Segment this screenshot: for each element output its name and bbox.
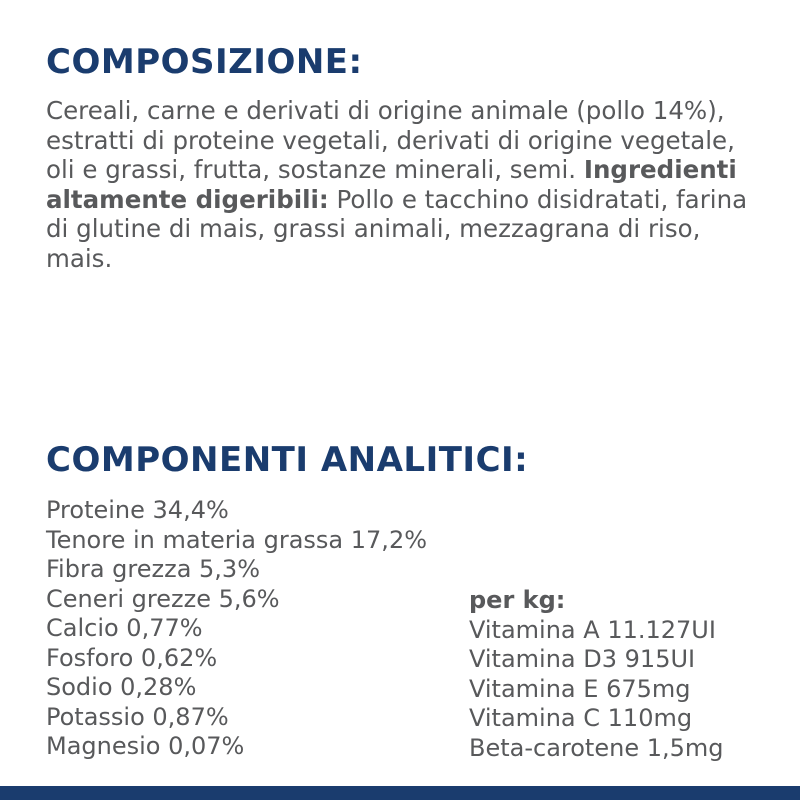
analytic-item: Magnesio 0,07% <box>46 732 245 760</box>
highlight-ingredients: Pollo e tacchino disidratati, farina di glutine di mais, grassi animali, mezzagrana di riso, mais. <box>46 184 748 273</box>
bottom-bar <box>0 786 800 800</box>
analytic-item: Potassio 0,87% <box>46 702 229 731</box>
composition-text <box>46 96 766 273</box>
analytic-item: Calcio 0,77% <box>46 614 203 642</box>
vitamin-item: Vitamina E 675mg <box>469 674 691 703</box>
vitamin-item: Vitamina C 110mg <box>469 704 693 732</box>
analytic-item: Fosforo 0,62% <box>46 643 218 672</box>
composition-ingredients: Cereali, carne e derivati di origine animale (pollo 14%), estratti di proteine vegetali, derivati di origine vegetale, oli e grassi, frutta, sostanze minerali, semi. <box>46 96 735 184</box>
analytic-heading: COMPONENTI ANALITICI: <box>46 440 529 480</box>
composition-heading: COMPOSIZIONE: <box>46 42 363 82</box>
vitamin-item: Beta-carotene 1,5mg <box>469 733 724 762</box>
analytic-item: Fibra grezza 5,3% <box>46 555 261 583</box>
highlight-label: Ingredienti altamente digeribili: <box>46 155 737 214</box>
analytic-item: Proteine 34,4% <box>46 496 229 524</box>
analytic-item: Ceneri grezze 5,6% <box>46 584 280 613</box>
vitamin-item: Vitamina A 11.127UI <box>469 615 716 644</box>
analytic-list <box>46 496 427 762</box>
vitamin-block <box>469 586 724 763</box>
analytic-item: Tenore in materia grassa 17,2% <box>46 525 428 554</box>
vitamin-title: per kg: <box>469 586 566 614</box>
vitamin-list <box>469 616 724 764</box>
analytic-item: Sodio 0,28% <box>46 673 197 701</box>
vitamin-item: Vitamina D3 915UI <box>469 645 696 673</box>
